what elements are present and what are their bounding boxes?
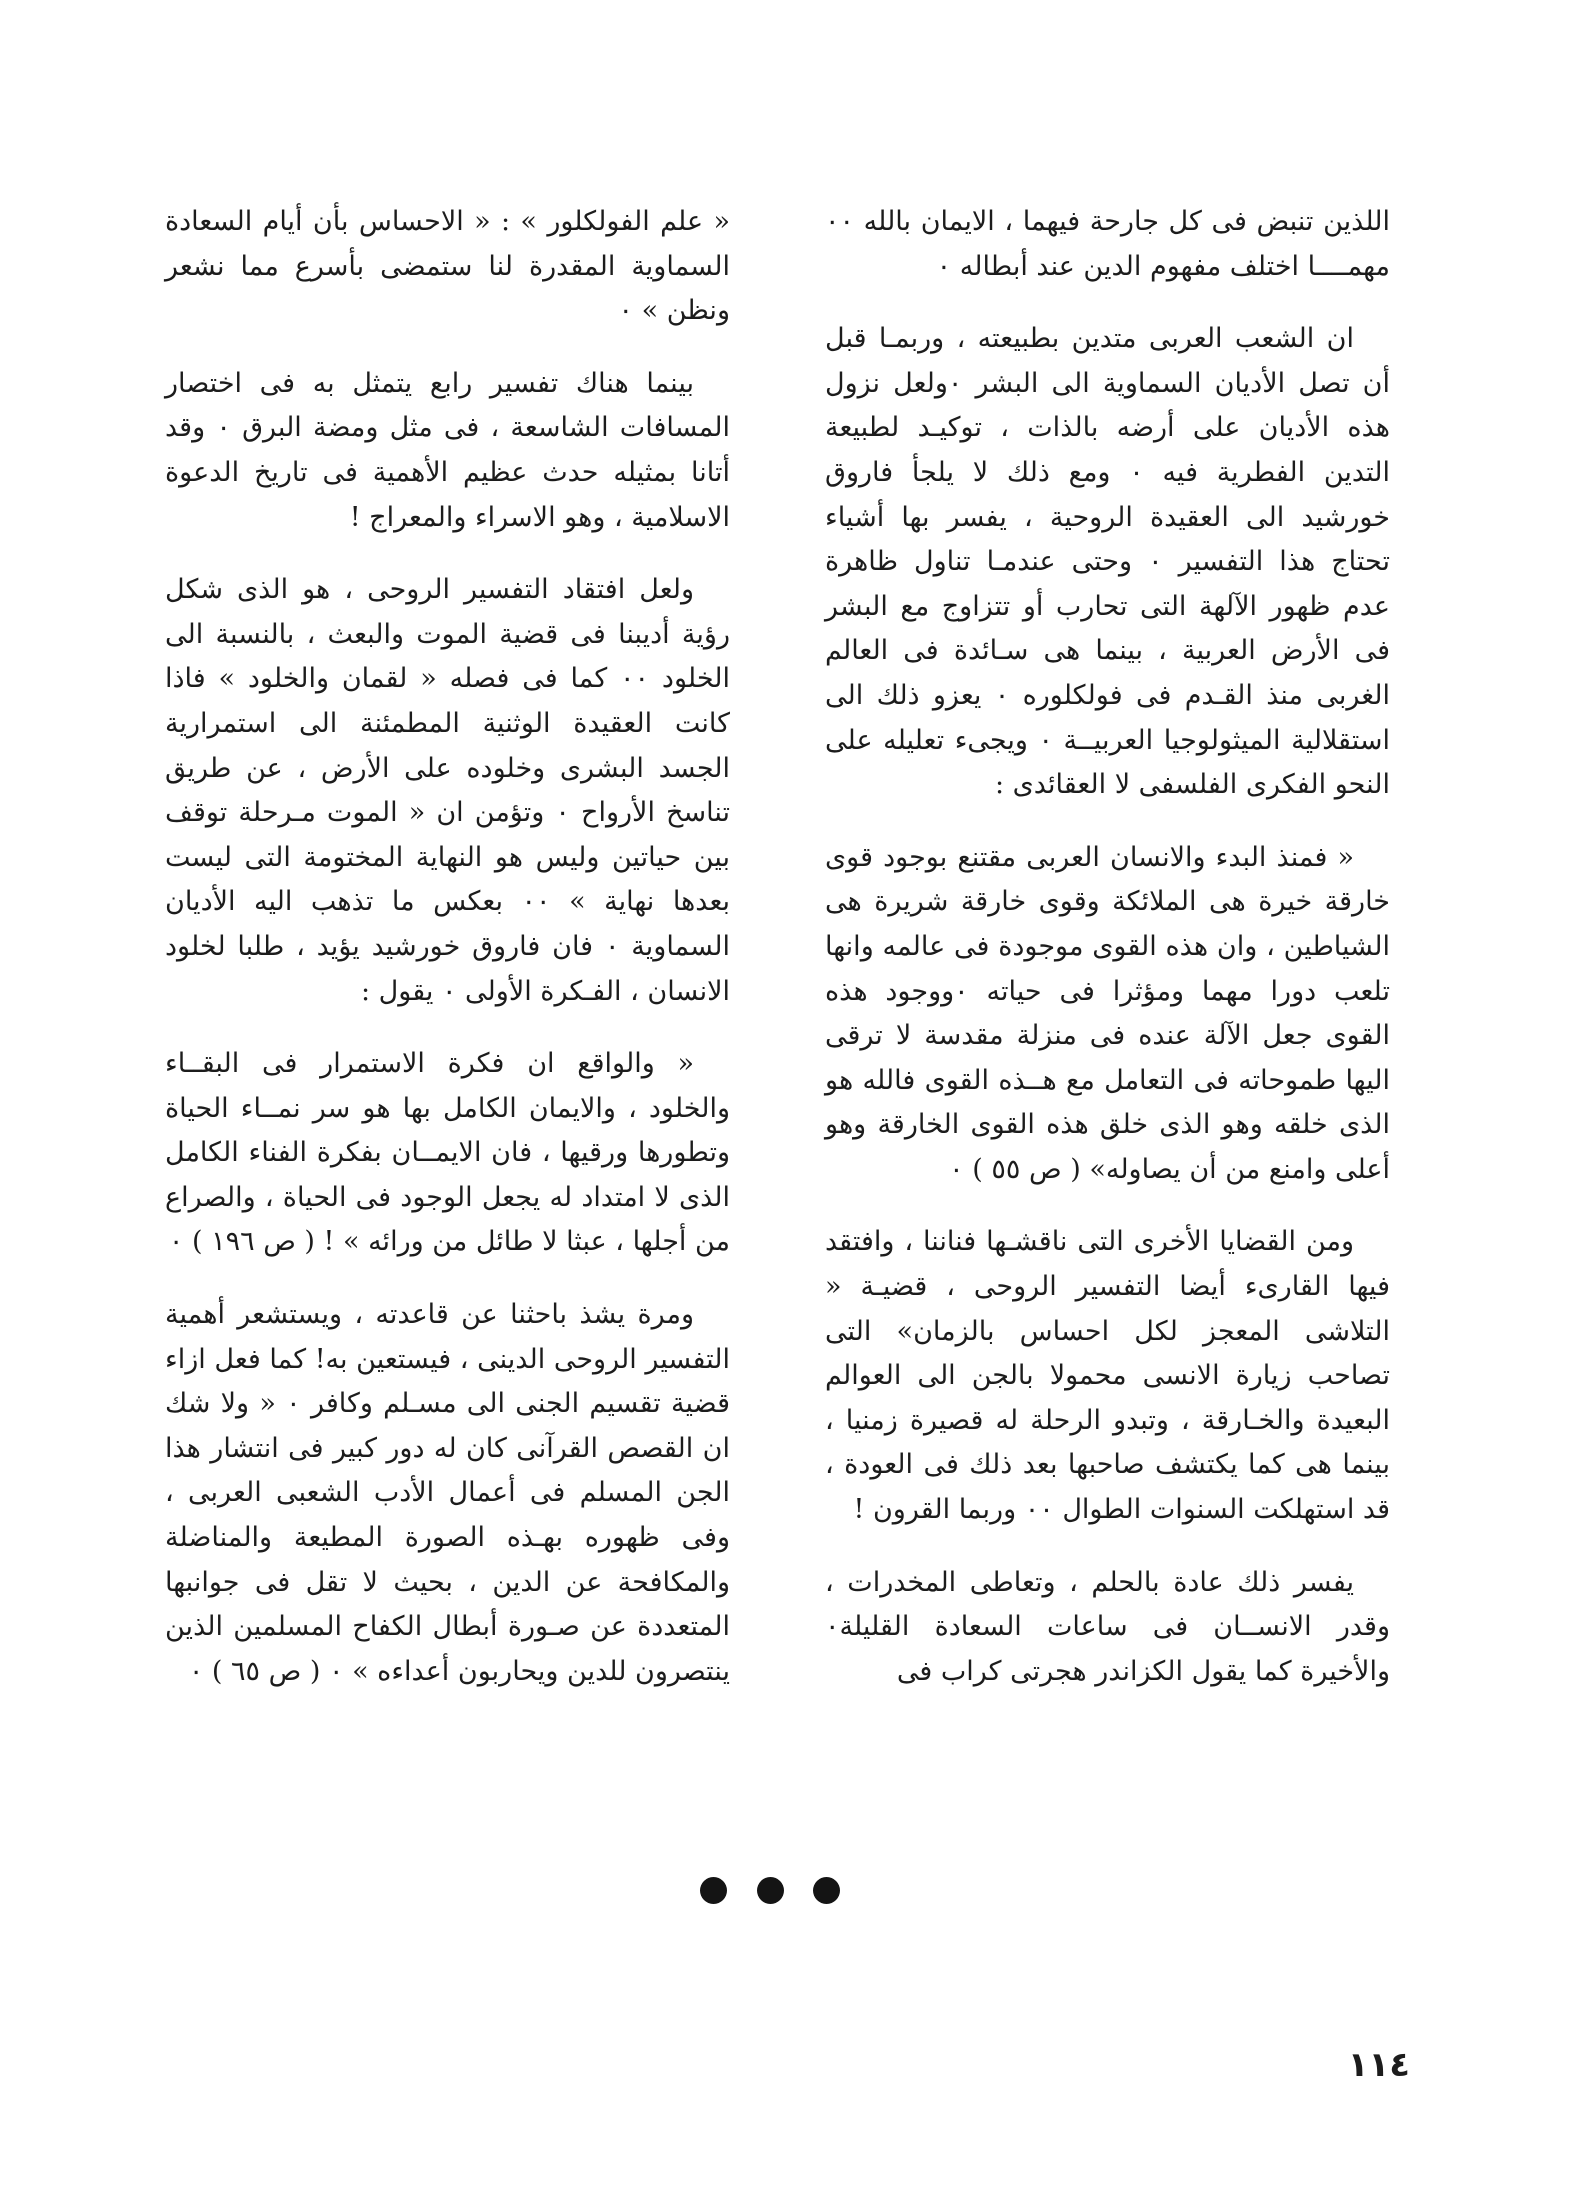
paragraph: اللذين تنبض فى كل جارحة فيهما ، الايمان بالله ٠٠ مهمــــا اختلف مفهوم الدين عند أبطاله ٠ (825, 206, 1390, 282)
paragraph: ومن القضايا الأخرى التى ناقشـها فناننا ، وافتقد فيها القارىء أيضا التفسير الروحى ، قضيـة « التلاشى المعجز لكل احساس بالزمان» التى تصاحب زيارة الانسى محمولا بالجن الى العوالم البعيدة والخـارقة ، وتبدو الرحلة له قصيرة زمنيا ، بينما هى كما يكتشف صاحبها بعد ذلك فى العودة ، قد استهلكت السنوات الطوال ٠٠ وربما القرون ! (825, 1226, 1390, 1526)
separator-dot (813, 1877, 840, 1904)
quote-paragraph: « فمنذ البدء والانسان العربى مقتنع بوجود قوى خارقة خيرة هى الملائكة وقوى خارقة شريرة هى الشياطين ، وان هذه القوى موجودة فى عالمه وانها تلعب دورا مهما ومؤثرا فى حياته ٠ووجود هذه القوى جعل الآلة عنده فى منزلة مقدسة لا ترقى اليها طموحاته فى التعامل مع هــذه القوى فالله هو الذى خلقه وهو الذى خلق هذه القوى الخارقة وهو أعلى وامنع من أن يصاوله» ( ص ٥٥ ) ٠ (825, 841, 1390, 1185)
left-text-column (165, 200, 730, 1722)
paragraph: ومرة يشذ باحثنا عن قاعدته ، ويستشعر أهمية التفسير الروحى الدينى ، فيستعين به! كما فعل ازاء قضية تقسيم الجنى الى مسـلم وكافر ٠ « ولا شك ان القصص القرآنى كان له دور كبير فى انتشار هذا الجن المسلم فى أعمال الأدب الشعبى العربى ، وفى ظهوره بهـذه الصورة المطيعة والمناضلة والمكافحة عن الدين ، بحيث لا تقل فى جوانبها المتعددة عن صـورة أبطال الكفاح المسلمين الذين ينتصرون للدين ويحاربون أعداءه » ٠ ( ص ٦٥ ) ٠ (165, 1299, 730, 1687)
right-text-column (825, 200, 1390, 1722)
paragraph: « علم الفولكلور » : « الاحساس بأن أيام السعادة السماوية المقدرة لنا ستمضى بأسرع مما نشعر ونظن » ٠ (165, 206, 730, 327)
separator-dot (700, 1877, 727, 1904)
separator-dot (757, 1877, 784, 1904)
quote-paragraph: « والواقع ان فكرة الاستمرار فى البقــاء والخلود ، والايمان الكامل بها هو سر نمــاء الحياة وتطورها ورقيها ، فان الايمــان بفكرة الفناء الكامل الذى لا امتداد له يجعل الوجود فى الحياة ، والصراع من أجلها ، عبثا لا طائل من ورائه » ! ( ص ١٩٦ ) ٠ (165, 1048, 730, 1258)
paragraph: بينما هناك تفسير رابع يتمثل به فى اختصار المسافات الشاسعة ، فى مثل ومضة البرق ٠ وقد أتانا بمثيله حدث عظيم الأهمية فى تاريخ الدعوة الاسلامية ، وهو الاسراء والمعراج ! (165, 367, 731, 533)
page-number: ١١٤ (1347, 2045, 1410, 2085)
section-separator-dots (700, 1870, 840, 1910)
paragraph: ان الشعب العربى متدين بطبيعته ، وربمـا قبل أن تصل الأديان السماوية الى البشر ٠ولعل نزول هذه الأديان على أرضه بالذات ، توكيـد لطبيعة التدين الفطرية فيه ٠ ومع ذلك لا يلجأ فاروق خورشيد الى العقيدة الروحية ، يفسر بها أشياء تحتاج هذا التفسير ٠ وحتى عندمـا تناول ظاهرة عدم ظهور الآلهة التى تحارب أو تتزاوج مع البشر فى الأرض العربية ، بينما هى سـائدة فى العالم الغربى منذ القـدم فى فولكلوره ٠ يعزو ذلك الى استقلالية الميثولوجيا العربيــة ٠ ويجىء تعليله على النحو الفكرى الفلسفى لا العقائدى : (825, 323, 1391, 801)
paragraph: يفسر ذلك عادة بالحلم ، وتعاطى المخدرات ، وقدر الانســان فى ساعات السعادة القليلة٠ والأخيرة كما يقول الكزاندر هجرتى كراب فى (825, 1566, 1390, 1687)
paragraph: ولعل افتقاد التفسير الروحى ، هو الذى شكل رؤية أديبنا فى قضية الموت والبعث ، بالنسبة الى الخلود ٠٠ كما فى فصله « لقمان والخلود » فاذا كانت العقيدة الوثنية المطمئنة الى استمرارية الجسد البشرى وخلوده على الأرض ، عن طريق تناسخ الأرواح ٠ وتؤمن ان « الموت مـرحلة توقف بين حياتين وليس هو النهاية المختومة التى ليست بعدها نهاية » ٠٠ بعكس ما تذهب اليه الأديان السماوية ٠ فان فاروق خورشيد يؤيد ، طلبا لخلود الانسان ، الفـكرة الأولى ٠ يقول : (165, 574, 731, 1007)
